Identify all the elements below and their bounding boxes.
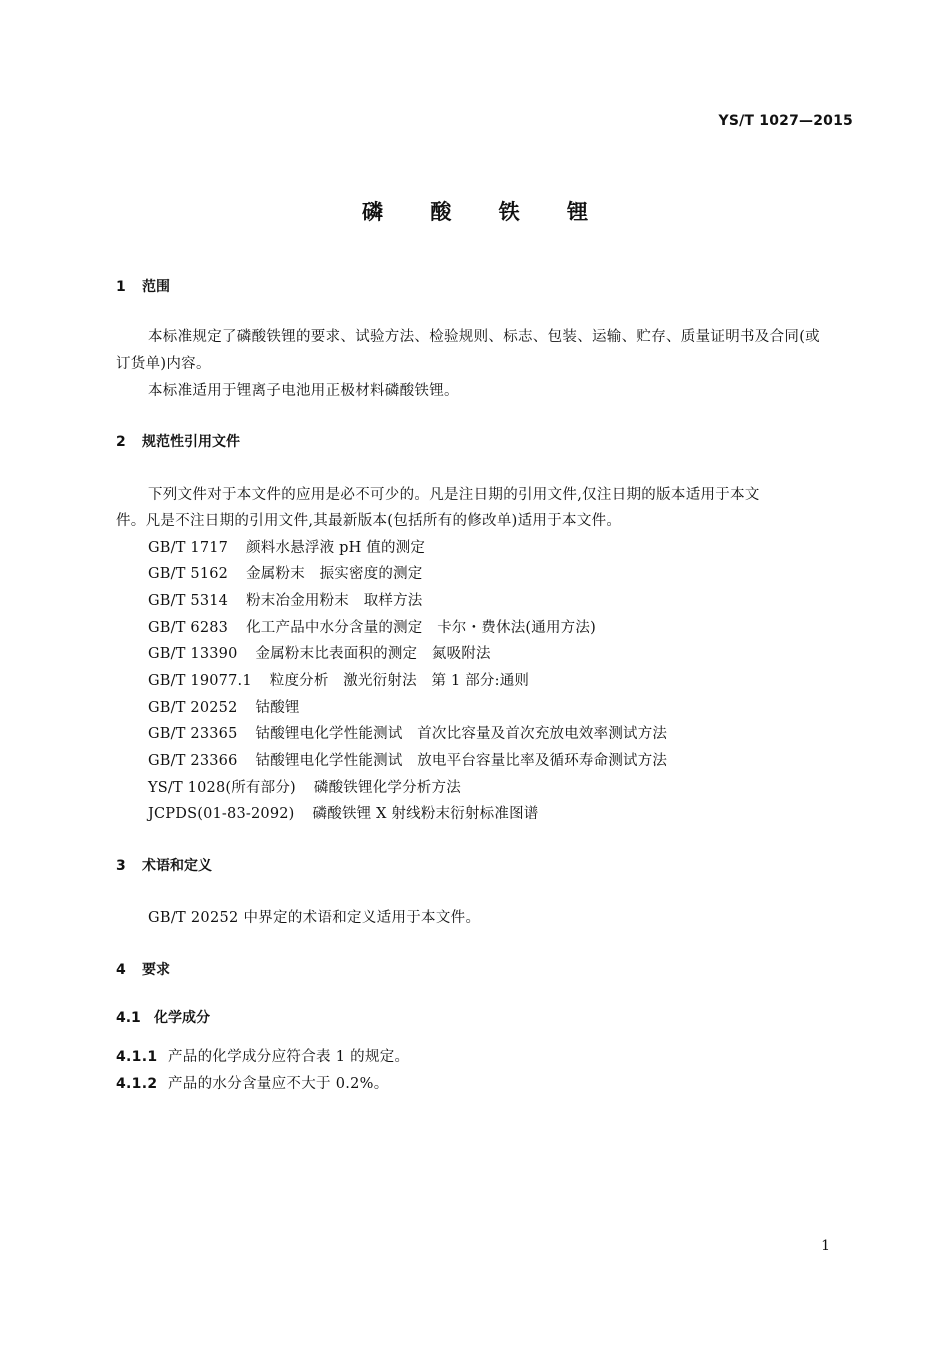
clause-item: [116, 1072, 389, 1093]
reference-code: GB/T 23365: [148, 726, 238, 742]
normative-intro-line: 件。凡是不注日期的引用文件,其最新版本(包括所有的修改单)适用于本文件。: [116, 513, 622, 529]
clause-number: 4.1.2: [116, 1076, 158, 1092]
reference-title: 金属粉末比表面积的测定 氮吸附法: [255, 646, 491, 662]
section-title: 规范性引用文件: [142, 434, 240, 450]
reference-code: GB/T 23366: [148, 753, 238, 769]
section-heading-scope: [116, 276, 170, 296]
reference-code: GB/T 13390: [148, 646, 238, 662]
section-title: 范围: [142, 279, 170, 295]
reference-title: 钴酸锂: [255, 700, 300, 716]
reference-item: [148, 749, 667, 770]
subsection-title: 化学成分: [154, 1010, 210, 1026]
reference-item: [148, 589, 423, 610]
section-number: 3: [116, 858, 126, 874]
reference-title: 化工产品中水分含量的测定 卡尔・费休法(通用方法): [246, 620, 596, 636]
section-heading-requirements: [116, 959, 170, 979]
reference-item: [148, 642, 491, 663]
subsection-number: 4.1: [116, 1010, 141, 1026]
section-number: 4: [116, 962, 126, 978]
document-title: 磷 酸 铁 锂: [362, 200, 608, 224]
scope-paragraph-line: 本标准规定了磷酸铁锂的要求、试验方法、检验规则、标志、包装、运输、贮存、质量证明书及合同(或: [148, 329, 820, 345]
section-number: 2: [116, 434, 126, 450]
reference-code: GB/T 20252: [148, 700, 238, 716]
reference-item: [148, 722, 667, 743]
reference-code: GB/T 5162: [148, 566, 229, 582]
scope-paragraph: 本标准适用于锂离子电池用正极材料磷酸铁锂。: [148, 383, 459, 399]
reference-item: [148, 802, 539, 823]
terms-paragraph: GB/T 20252 中界定的术语和定义适用于本文件。: [148, 910, 481, 926]
page-number: 1: [821, 1238, 830, 1254]
standard-code: YS/T 1027—2015: [718, 113, 853, 129]
reference-title: 钴酸锂电化学性能测试 放电平台容量比率及循环寿命测试方法: [255, 753, 668, 769]
section-number: 1: [116, 279, 126, 295]
reference-item: [148, 562, 423, 583]
reference-item: [148, 616, 596, 637]
reference-title: 钴酸锂电化学性能测试 首次比容量及首次充放电效率测试方法: [255, 726, 668, 742]
reference-title: 粉末冶金用粉末 取样方法: [246, 593, 423, 609]
reference-item: [148, 776, 461, 797]
reference-title: 颜料水悬浮液 pH 值的测定: [246, 540, 426, 556]
reference-title: 粒度分析 激光衍射法 第 1 部分:通则: [269, 673, 530, 689]
reference-code: GB/T 1717: [148, 540, 229, 556]
reference-code: GB/T 6283: [148, 620, 229, 636]
subsection-heading-chemical: [116, 1007, 210, 1027]
section-heading-terms: [116, 855, 212, 875]
reference-title: 金属粉末 振实密度的测定: [246, 566, 423, 582]
section-heading-normative: [116, 431, 240, 451]
clause-text: 产品的水分含量应不大于 0.2%。: [168, 1076, 389, 1092]
reference-code: GB/T 19077.1: [148, 673, 252, 689]
reference-title: 磷酸铁锂化学分析方法: [313, 780, 461, 796]
clause-text: 产品的化学成分应符合表 1 的规定。: [168, 1049, 410, 1065]
section-title: 要求: [142, 962, 170, 978]
reference-item: [148, 536, 425, 557]
clause-item: [116, 1045, 409, 1066]
reference-item: [148, 669, 529, 690]
reference-code: YS/T 1028(所有部分): [148, 780, 296, 796]
reference-code: JCPDS(01-83-2092): [148, 806, 295, 822]
normative-intro-line: 下列文件对于本文件的应用是必不可少的。凡是注日期的引用文件,仅注日期的版本适用于本文: [148, 487, 760, 503]
reference-item: [148, 696, 300, 717]
clause-number: 4.1.1: [116, 1049, 158, 1065]
scope-paragraph-line: 订货单)内容。: [116, 356, 211, 372]
reference-code: GB/T 5314: [148, 593, 229, 609]
section-title: 术语和定义: [142, 858, 212, 874]
reference-title: 磷酸铁锂 X 射线粉末衍射标准图谱: [312, 806, 539, 822]
